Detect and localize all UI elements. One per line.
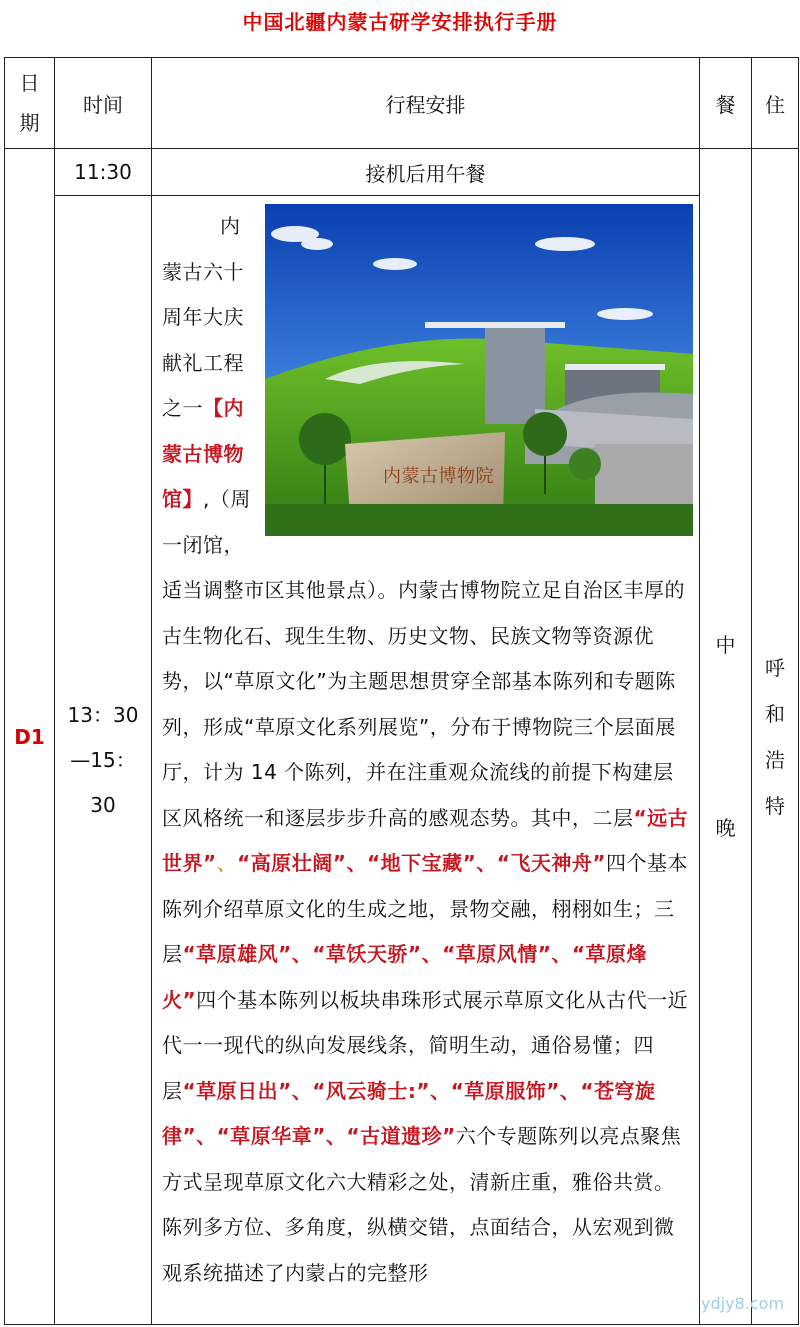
time-line: 30 <box>90 792 116 817</box>
text-run: 六个专题陈列以亮点聚焦方式呈现草原文化六大精彩之处，清新庄重，雅俗共赏。陈列多方位、多角度，纵横交错，点面结合，从宏观到微观系统描述了内蒙占的完整形 <box>162 1124 682 1285</box>
itinerary-table <box>4 57 799 1325</box>
header-date <box>5 58 55 149</box>
museum-photo-svg <box>265 204 693 536</box>
time-cell <box>55 196 152 1325</box>
table-row <box>5 149 799 196</box>
header-date-char-1: 日 <box>19 71 40 95</box>
stay-char: 呼 <box>765 655 785 680</box>
text-run: 四个基本陈列介绍草原文化的生成之地，景物交融，栩栩如生；三层 <box>162 851 689 966</box>
meal-cell <box>700 149 752 1325</box>
table-row <box>5 196 799 1325</box>
header-row <box>5 58 799 149</box>
time-line: 13：30 <box>67 702 139 727</box>
highlight-run: 【内蒙古博物馆】 <box>162 396 244 511</box>
text-run: 四个基本陈列以板块串珠形式展示草原文化从古代一近代一一现代的纵向发展线条，简明生动，通俗易懂；四层 <box>162 987 689 1103</box>
text-run: 、 <box>216 851 238 875</box>
meal-char: 中 <box>715 633 736 657</box>
watermark: ydjy8.com <box>701 1294 784 1313</box>
header-date-char-2: 期 <box>19 111 40 135</box>
header-meal: 餐 <box>700 58 752 149</box>
header-stay: 住 <box>752 58 799 149</box>
text-run: ,（周一闭馆，适当调整市区其他景点）。内蒙古博物院立足自治区丰厚的古生物化石、现生生物、历史文物、民族文物等资源优势，以“草原文化”为主题思想贯穿全部基本陈列和专题陈列，形成“草原文化系列展览”，分布于博物院三个层面展厅，计为 14 个陈列，并在注重观众流线的前提下构建层区风格统一和逐层步步升高的感观态势。其中，二层 <box>162 487 685 830</box>
header-time: 时间 <box>55 58 152 149</box>
meal-char: 晚 <box>715 816 736 840</box>
highlight-run: “草原雄风”、“草饫天骄”、“草原风情”、“草原烽火” <box>162 942 648 1012</box>
museum-description <box>152 196 699 1324</box>
highlight-run: “草原日出”、“风云骑士:”、“草原服饰”、“苍穹旋律”、“草原华章”、“古道遗珍” <box>162 1078 656 1148</box>
stay-char: 和 <box>765 701 785 726</box>
time-line: —15： <box>70 747 136 772</box>
highlight-run: “远古世界” <box>162 805 689 875</box>
museum-photo <box>265 204 693 536</box>
highlight-run: “高原壮阔”、“地下宝藏”、“飞天神舟” <box>237 851 607 875</box>
stay-char: 浩 <box>765 747 785 772</box>
photo-stone-text: 内蒙古博物院 <box>383 466 494 487</box>
stay-char: 特 <box>765 793 785 818</box>
schedule-cell: 接机后用午餐 <box>152 149 700 196</box>
schedule-detail-cell <box>152 196 700 1325</box>
header-schedule: 行程安排 <box>152 58 700 149</box>
time-cell: 11:30 <box>55 149 152 196</box>
day-label: D1 <box>5 149 55 1325</box>
document-title: 中国北疆内蒙古研学安排执行手册 <box>242 10 558 34</box>
stay-cell <box>752 149 799 1325</box>
text-run: 内蒙古六十周年大庆献礼工程之一 <box>162 214 244 420</box>
